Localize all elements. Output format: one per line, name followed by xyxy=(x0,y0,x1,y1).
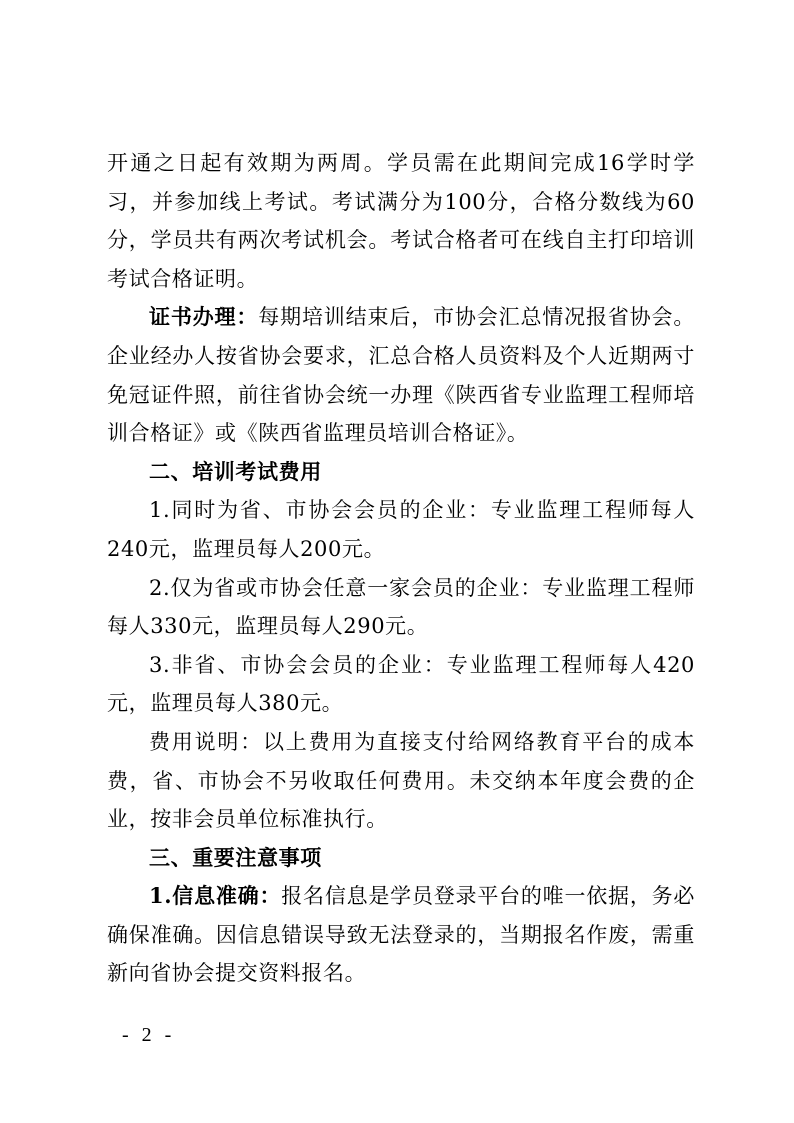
note-1-text: 报名信息是学员登录平台的唯一依据，务必确保准确。因信息错误导致无法登录的，当期报名作废，需重新向省协会提交资料报名。 xyxy=(107,884,695,986)
paragraph-fee-3: 3.非省、市协会会员的企业：专业监理工程师每人420元，监理员每人380元。 xyxy=(107,652,695,716)
section-heading-fees: 二、培训考试费用 xyxy=(149,458,322,484)
section-heading-notes: 三、重要注意事项 xyxy=(149,844,322,870)
paragraph-fee-note: 费用说明：以上费用为直接支付给网络教育平台的成本费，省、市协会不另收取任何费用。未交纳本年度会费的企业，按非会员单位标准执行。 xyxy=(107,729,695,832)
paragraph-validity: 开通之日起有效期为两周。学员需在此期间完成16学时学习，并参加线上考试。考试满分为100分，合格分数线为60分，学员共有两次考试机会。考试合格者可在线自主打印培训考试合格证明。 xyxy=(107,151,695,291)
page-number: - 2 - xyxy=(122,1024,176,1046)
paragraph-fee-1: 1.同时为省、市协会会员的企业：专业监理工程师每人240元，监理员每人200元。 xyxy=(107,498,695,561)
certificate-label: 证书办理： xyxy=(149,304,259,330)
note-1-label: 1.信息准确： xyxy=(149,883,282,909)
document-body xyxy=(107,144,695,993)
paragraph-certificate xyxy=(107,298,695,452)
certificate-text: 每期培训结束后，市协会汇总情况报省协会。企业经办人按省协会要求，汇总合格人员资料及个人近期两寸免冠证件照，前往省协会统一办理《陕西省专业监理工程师培训合格证》或《陕西省监理员培训合格证》。 xyxy=(107,305,695,446)
paragraph-fee-2: 2.仅为省或市协会任意一家会员的企业：专业监理工程师每人330元，监理员每人290元。 xyxy=(107,575,695,639)
paragraph-note-1 xyxy=(107,877,695,993)
